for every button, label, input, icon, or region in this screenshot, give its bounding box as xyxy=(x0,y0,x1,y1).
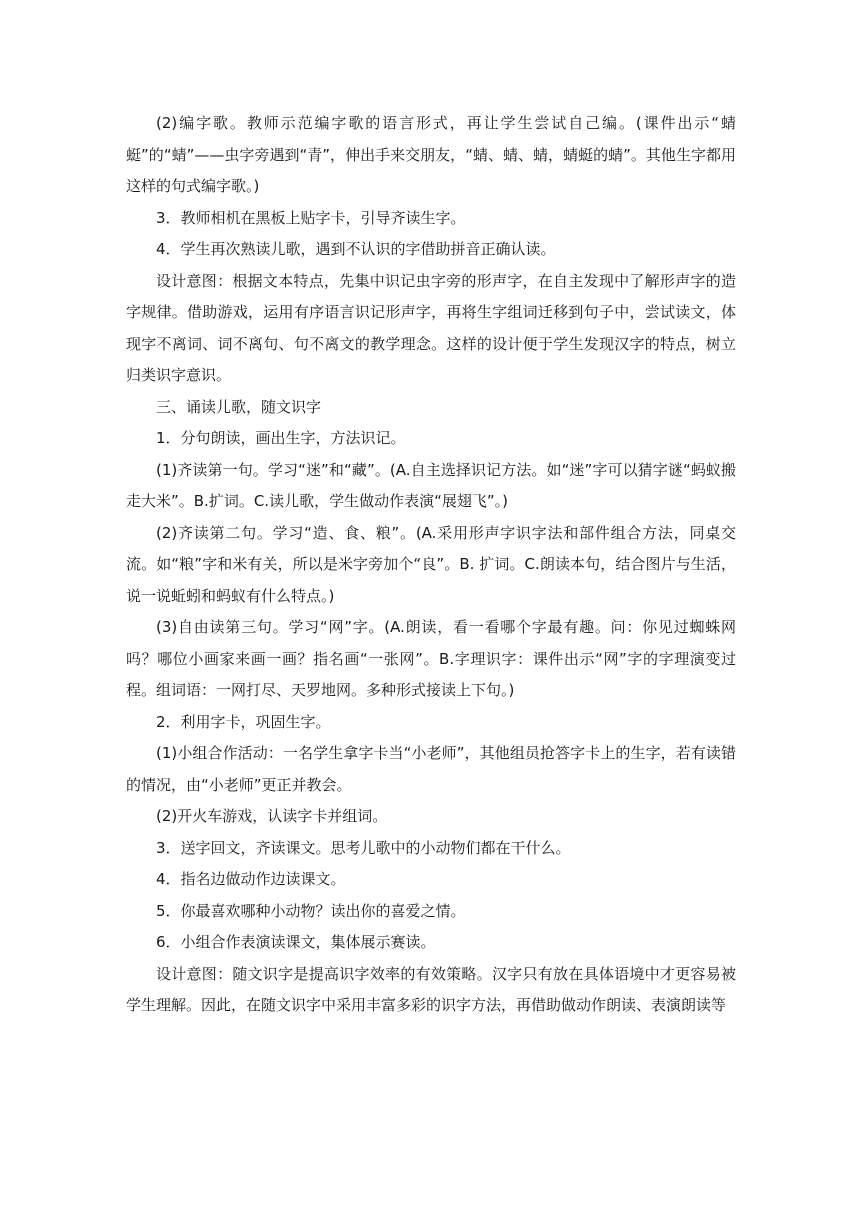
paragraph-step-2-word-cards: 2．利用字卡，巩固生字。 xyxy=(156,712,331,731)
paragraph-train-game: (2)开火车游戏，认读字卡并组词。 xyxy=(156,807,388,825)
paragraph-compose-rhyme: (2)编字歌。教师示范编字歌的语言形式，再让学生尝试自己编。(课件出示“蜻蜓”的“蜻”——虫字旁遇到“青”，伸出手来交朋友，“蜻、蜻、蜻，蜻蜓的蜻”。其他生字都用这样的句式编字歌。) xyxy=(126,114,736,195)
paragraph-step-4-reread: 4．学生再次熟读儿歌，遇到不认识的字借助拼音正确认读。 xyxy=(156,240,556,258)
paragraph-design-intent-1: 设计意图：根据文本特点，先集中识记虫字旁的形声字，在自主发现中了解形声字的造字规律。借助游戏，运用有序语言识记形声字，再将生字组词迁移到句子中，尝试读文，体现字不离词、词不离句、句不离文的教学理念。这样的设计便于学生发现汉字的特点，树立归类识字意识。 xyxy=(126,271,736,384)
paragraph-sentence-one: (1)齐读第一句。学习“迷”和“藏”。(A.自主选择识记方法。如“迷”字可以猜字谜“蚂蚁搬走大米”。B.扩词。C.读儿歌，学生做动作表演“展翅飞”。) xyxy=(126,460,736,510)
paragraph-step-4-act-read: 4．指名边做动作边读课文。 xyxy=(156,870,346,888)
paragraph-design-intent-2: 设计意图：随文识字是提高识字效率的有效策略。汉字只有放在具体语境中才更容易被学生理解。因此，在随文识字中采用丰富多彩的识字方法，再借助做动作朗读、表演朗读等 xyxy=(126,964,736,1014)
paragraph-step-5-favorite: 5．你最喜欢哪种小动物？读出你的喜爱之情。 xyxy=(156,901,466,920)
paragraph-step-3-cards: 3．教师相机在黑板上贴字卡，引导齐读生字。 xyxy=(156,208,466,227)
section-heading-three: 三、诵读儿歌，随文识字 xyxy=(156,397,322,416)
paragraph-step-1-sentence-reading: 1．分句朗读，画出生字，方法识记。 xyxy=(156,429,406,447)
paragraph-sentence-three: (3)自由读第三句。学习“网”字。(A.朗读，看一看哪个字最有趣。问：你见过蜘蛛网吗？哪位小画家来画一画？指名画“一张网”。B.字理识字：课件出示“网”字的字理演变过程。组词语：一网打尽、天罗地网。多种形式接读上下句。) xyxy=(126,618,736,699)
paragraph-step-3-return-text: 3．送字回文，齐读课文。思考儿歌中的小动物们都在干什么。 xyxy=(156,838,571,857)
paragraph-step-6-group-show: 6．小组合作表演读课文，集体展示赛读。 xyxy=(156,933,436,951)
paragraph-sentence-two: (2)齐读第二句。学习“造、食、粮”。(A.采用形声字识字法和部件组合方法，同桌交流。如“粮”字和米有关，所以是米字旁加个“良”。B. 扩词。C.朗读本句，结合图片与生活，说一说蚯蚓和蚂蚁有什么特点。) xyxy=(126,523,736,605)
paragraph-group-activity: (1)小组合作活动：一名学生拿字卡当“小老师”，其他组员抢答字卡上的生字，若有读错的情况，由“小老师”更正并教会。 xyxy=(126,744,736,794)
document-body xyxy=(126,108,736,1022)
